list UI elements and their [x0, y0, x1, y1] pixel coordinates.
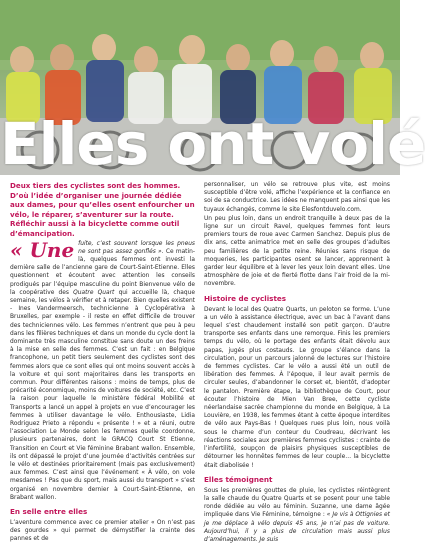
article-left-column: [10, 181, 195, 543]
subheading-histoire: Histoire de cyclistes: [204, 293, 287, 303]
right-paragraph-4-text: Sous les premières gouttes de pluie, les cyclistes réintègrent la salle chaude du Quatre Quarts et se posent pour une table ronde dédiée au vélo au féminin. Suzanne, une dame âgée impliquée dans Vie Féminine, témoigne :: [204, 487, 390, 519]
opening-paragraph: [10, 237, 195, 503]
article-headline: Elles ont volé: [0, 110, 425, 178]
right-paragraph-2: Un peu plus loin, dans un endroit tranquille à deux pas de la ligne sur un circuit Ravel, quelques femmes font leurs premiers tours de roue avec Carmen Sanchez. Depuis plus de dix ans, cette animatrice met en selle des groupes d’adultes peu familières de la petite reine. Réunies sans risque de moqueries, les participantes osent se lancer, apprennent à garder leur équilibre et à lever les yeux loin devant elles. Une atmosphère de joie et de fierté flotte dans l’air froid de la mi-novembre.: [204, 215, 390, 288]
coop-name: Quatre Quart: [73, 289, 115, 296]
subheading-en-selle: En selle entre elles: [10, 507, 88, 517]
right-paragraph-3: Devant le local des Quatre Quarts, un peloton se forme. L’une a un vélo à assistance électrique, avec un bac à l’avant dans lequel s’est chaudement installé son petit garçon. D’autre transporte ses enfants dans une remorque. Finis les premiers temps du vélo, où le portage des enfants était dévolu aux papas, jugés plus costauds. Le groupe s’élance dans la circulation, pour un parcours jalonné de lectures sur l’histoire de femmes cyclistes. Car le vélo a aussi été un outil de libération des femmes. À l’époque, il leur avait permis de circuler seules, d’abandonner le corset et, bientôt, d’adopter le pantalon. Première étape, la bibliothèque de Court, pour écouter l’histoire de Mien Van Bree, cette cycliste néerlandaise sacrée championne du monde en Belgique, à La Louvière, en 1938, les femmes étant à cette époque interdites de vélo aux Pays-Bas ! Quelques rues plus loin, nous voilà sous le charme d’un conteur du Coudreau, décrivant les réactions sociales aux premières femmes cyclistes : crainte de l’infertilité, soupçon de plaisirs physiques susceptibles de détourner les honnêtes femmes de leur couple… la bicyclette était diabolisée !: [204, 306, 390, 469]
cyclists-group-photo: [0, 0, 425, 178]
drop-quote: « Une: [10, 237, 75, 262]
article-intro: Deux tiers des cyclistes sont des hommes. D’où l’idée d’organiser une journée dédiée aux dames, pour qu’elles osent enfourcher un vélo, le réparer, s’aventurer sur la route. Réfléchir aussi à la bicyclette comme outil d’émancipation.: [10, 181, 195, 238]
subheading-temoignent: Elles témoignent: [204, 474, 273, 484]
testimony-quote: « Je vis à Ottignies et je me déplace à vélo depuis 45 ans, je n’ai pas de voiture. Aujourd’hui, il y a plus de circulation mais aussi plus d’aménagements. Je suis: [204, 512, 390, 543]
right-paragraph-4: [204, 487, 390, 544]
opening-text: . Ce matin-là, quelques femmes ont investi la dernière salle de l’ancienne gare de Court-Saint-Etienne. Elles questionnent et écoutent avec attention les conseils prodigués par l’équipe masculine du point Bienvenue vélo de la coopérative des: [10, 248, 195, 296]
opening-text-continued: qui accueille là, chaque semaine, les vélos à vérifier et à retaper. Bien quelles existent - Ines Vandermeersch, technicienne à Cyclopérativa à Bruxelles, par exemple - il reste en effet difficile de trouver des techniciennes vélo. Les femmes n’entrent que peu à peu dans les filières techniques et dans un monde du cycle dont la dominante très masculine constitue sans doute un des freins à la mise en selle des femmes. C’est un fait : en Belgique francophone, un petit tiers seulement des cyclistes sont des femmes alors que ce sont elles qui ont moins souvent accès à la voiture et qui sont majoritaires dans les transports en commun. Pour différentes raisons : moins de temps, plus de précarité économique, moins de voitures de société, etc. C’est la raison pour laquelle le ministère fédéral Mobilité et Transports a lancé un appel à projets en vue d’encourager les femmes à utiliser davantage le vélo. Enthousiaste, Lidia Rodriguez Prieto a répondu « présente ! » et a réuni, outre l’association Le Monde selon les femmes quelle coordonne, plusieurs partenaires, dont le GRACQ Court St Etienne, Transition en Court et Vie féminine Brabant wallon. Ensemble, ils ont dépassé le projet d’une journée d’activités centrées sur le vélo et destinées prioritairement (mais pas exclusivement) aux femmes. C’est ainsi que l’événement « À vélo, on vole mesdames ! Pas que du sport, mais aussi du transport » s’est organisé en novembre dernier à Court-Saint-Etienne, en Brabant wallon.: [10, 289, 195, 501]
opening-quote: fuite, c’est souvent lorsque les pneus ne sont pas assez gonflés »: [78, 240, 195, 255]
article-right-column: [204, 181, 391, 543]
section-paragraph: L’aventure commence avec ce premier atelier « On n’est pas des gourdes » qui permet de démystifier la crainte des pannes et de: [10, 520, 195, 543]
right-paragraph-1: personnaliser, un vélo se retrouve plus vite, est moins susceptible d’être volé, affiche l’expérience et la confiance en soi de sa conductrice. Les idées ne manquent pas ainsi que les tuyaux échangés, comme le site Elesfontduvelo.com.: [204, 182, 391, 213]
